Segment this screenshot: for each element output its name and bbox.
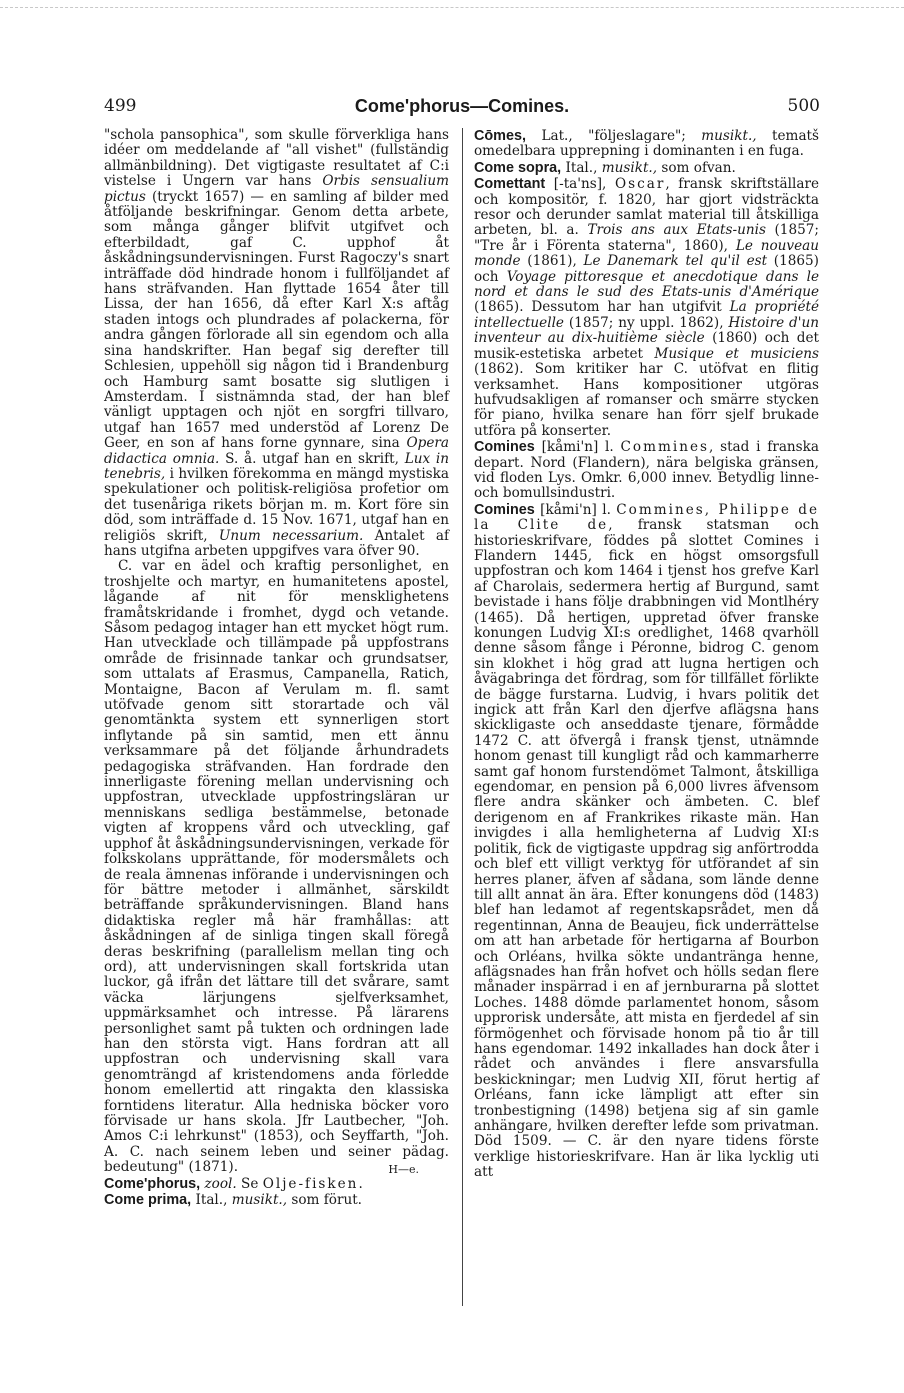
left-column <box>104 128 449 1208</box>
entry-comettant: Comettant [-ta'ns], Oscar, fransk skriftställare och kompositör, f. 1820, har gjort vidsträckta resor och derunder samlat material till åtskilliga arbeten, bl. a. Trois ans aux Etats-unis (1857; "Tre år i Förenta staterna", 1860), Le nouveau monde (1861), Le Danemark tel qu'il est (1865) och Voyage pittoresque et anecdotique dans le nord et dans le sud des Etats-unis d'Amérique (1865). Dessutom har han utgifvit La propriété intellectuelle (1857; ny uppl. 1862), Histoire d'un inventeur au dix-huitième siècle (1860) och det musik-estetiska arbetet Musique et musiciens (1862). Som kritiker har C. utöfvat en flitig verksamhet. Hans kompositioner utgöras hufvudsakligen af romanser och smärre stycken för piano, hvilka senare han förr sjelf brukade utföra på konserter. <box>474 176 820 439</box>
scan-edge-line <box>0 7 904 8</box>
entry-come-sopra: Come sopra, Ital., musikt., som ofvan. <box>474 159 736 176</box>
headword: Come sopra, <box>474 159 562 176</box>
headword: Comines <box>474 439 535 456</box>
entry-comines-philippe: Comines [kåmi'n] l. Commines, Philippe de la Clite de, fransk statsman och historieskrifvare, föddes på slottet Comines i Flandern 1445, fick en högst omsorgsfull uppfostran och kom 1464 i tjenst hos grefve Karl af Charolais, sedermera hertig af Burgund, samt bevistade i hans följe drabbningen vid Montlhéry (1465). Då hertigen, uppretad öfver franske konungen Ludvig XI:s oredlighet, 1468 qvarhöll denne såsom fånge i Péronne, bidrog C. genom sin klokhet i hög grad att lugna hertigen och åvägabringa det fördrag, som för tillfället förlikte de bägge furstarna. Ludvig, i hvars politik det ingick att från Karl den djerfve aflägsna hans skickligaste och anseddaste tjenare, förmådde 1472 C. att öfvergå i fransk tjenst, utnämnde honom genast till kungligt råd och kammarherre samt gaf honom furstendömet Talmont, åtskilliga egendomar, en pension på 6,000 livres äfvensom flere andra skänker och ämbeten. C. blef derigenom en af Frankrikes rikaste män. Han invigdes i alla hemligheterna af Ludvig XI:s politik, fick de vigtigaste uppdrag sig anförtrodda och blef ett villigt verktyg för utförandet af sin herres planer, äfven af sådana, som lände denne till allt annat än ära. Efter konungens död (1483) blef han ledamot af regentskapsrådet, men då regentinnan, Anna de Beaujeu, fick underrättelse om att han arbetade för hertigarna af Bourbon och Orléans, hvilka sökte undantränga henne, aflägsnades han från hofvet och hölls sedan flere månader inspärrad i en af jernburarna på slottet Loches. 1488 dömde parlamentet honom, såsom upprorisk undersåte, att mista en fjerdedel af sin förmögenhet och förvisade honom på tio år till hans egendomar. 1492 inkallades han dock åter i rådet och användes i flere ansvarsfulla beskickningar; men Ludvig XII, förut hertig af Orléans, fann icke lämpligt att efter sin tronbestigning (1498) betjena sig af sin gamle anhängare, hvilken derefter lefde som privatman. Död 1509. — C. är den nyare tidens förste verklige historieskrifvare. Han är lika lycklig uti att <box>474 501 819 1181</box>
page-number-right: 500 <box>787 96 820 116</box>
entry-comes: Cōmes, Lat., "följeslagare"; musikt., tematš omedelbara upprepning i dominanten i en fuga. <box>474 128 819 160</box>
headword: Comettant <box>474 176 546 193</box>
entry-come-prima: Come prima, Ital., musikt., som förut. <box>104 1192 363 1209</box>
column-divider <box>462 128 463 1306</box>
headword: Comines <box>474 501 535 518</box>
comenius-assessment: C. var en ädel och kraftig personlighet, en troshjelte och martyr, en humanitetens apostel, lågande af nit för mensklighetens framåtskridande i fromhet, dygd och vetande. Såsom pedagog intager han ett mycket högt rum. Han utvecklade och tillämpade på uppfostrans område de frisinnade tankar och grundsatser, som uttalats af Erasmus, Campanella, Ratich, Montaigne, Bacon af Verulam m. fl. samt utöfvade genom sitt storartade och väl genomtänkta system ett synnerligen stort inflytande på sin samtid, men ett ännu verksammare på det följande århundradets pedagogiska sträfvanden. Han fordrade den innerligaste förening mellan undervisning och uppfostran, utvecklade uppfostringsläran ur menniskans sedliga bestämmelse, betonade vigten af kroppens vård och utveckling, gaf upphof åt åskådningsundervisningen, verkade för folkskolans upprättande, för modersmålets och de reala ämnenas införande i undervisningen och för bättre metoder i allmänhet, särskildt beträffande språkundervisningen. Bland hans didaktiska regler må här framhållas: att åskådningen af de sinliga tingen skall föregå deras beskrifning (parallelism mellan ting och ord), att undervisningen skall fortskrida utan luckor, gå ifrån det lättare till det svårare, samt väcka lärjungens sjelfverksamhet, uppmärksamhet och intresse. På lärarens personlighet samt på tukten och ordningen lade han den största vigt. Hans fordran att all uppfostran och undervisning skall vara genomträngd af kristendomens anda förledde honom emellertid att ringakta den klassiska forntidens literatur. Alla hedniska böcker voro förvisade ur hans skola. Jfr Lautbecher, "Joh. Amos C:i lehrkunst" (1853), och Seyffarth, "Joh. A. C. nach seinem leben und seiner pädag. bedeutung" (1871). <box>104 558 449 1176</box>
comenius-continued: "schola pansophica", som skulle förverkliga hans idéer om meddelande af "all vishet" (fullständig allmänbildning). Det vigtigaste resultatet af C:i vistelse i Ungern var hans Orbis sensualium pictus (tryckt 1657) — en samling af bilder med åtföljande beskrifningar. Genom detta arbete, som många gånger blifvit utgifvet och efterbildadt, gaf C. upphof åt åskådningsundervisningen. Furst Ragoczy's snart inträffade död hindrade honom i fullföljandet af hans sträfvanden. Han flyttade 1654 åter till Lissa, der han 1656, då efter Karl X:s aftåg staden intogs och plundrades af polackerna, för andra gången förlorade all sin egendom och alla sina handskrifter. Han begaf sig derefter till Schlesien, uppehöll sig någon tid i Brandenburg och Hamburg samt bosatte sig slutligen i Amsterdam. I sistnämnda stad, der han blef vänligt upptagen och njöt en sorgfri tillvaro, utgaf han 1657 med understöd af Lorenz De Geer, en son af hans forne gynnare, sina Opera didactica omnia. S. å. utgaf han en skrift, Lux in tenebris, i hvilken förekomma en mängd mystiska spekulationer och politisk-religiösa profetior om det tusenåriga rikets början m. m. Kort före sin död, som inträffade d. 15 Nov. 1671, utgaf han en religiös skrift, Unum necessarium. Antalet af hans utgifna arbeten uppgifves vara öfver 90. <box>104 127 450 559</box>
right-column <box>474 128 819 1181</box>
entry-comephorus: Come'phorus, zool. Se Olje-fisken. <box>104 1175 363 1192</box>
headword: Cōmes, <box>474 128 526 144</box>
running-title: Come'phorus—Comines. <box>354 96 570 116</box>
page-number-left: 499 <box>104 96 137 116</box>
author-signature: H—e. <box>388 1162 419 1176</box>
headword: Come'phorus, <box>104 1175 201 1192</box>
entry-comines-town: Comines [kåmi'n] l. Commines, stad i franska depart. Nord (Flandern), nära belgiska gränsen, vid floden Lys. Omkr. 6,000 innev. Betydlig linne- och bomullsindustri. <box>474 439 819 502</box>
running-header <box>104 96 820 122</box>
headword: Come prima, <box>104 1192 192 1209</box>
